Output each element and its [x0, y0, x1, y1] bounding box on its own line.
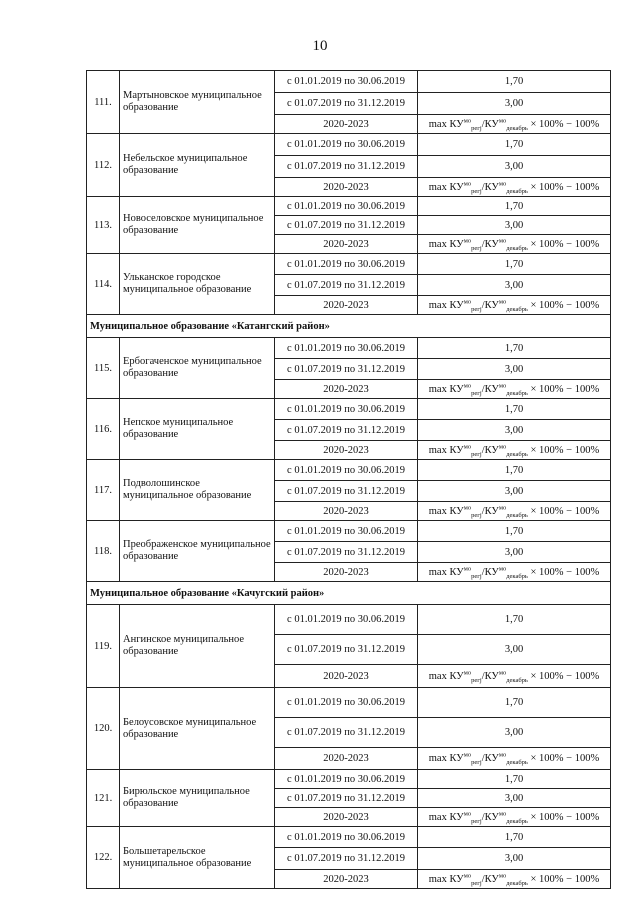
formula-max: max КУ: [428, 383, 464, 395]
formula-tail: × 100% − 100%: [527, 444, 600, 456]
municipality-name: Ульканское городское муниципальное образование: [120, 254, 275, 315]
row-number: 114.: [87, 254, 120, 315]
formula-sup-1: мо: [463, 237, 472, 244]
table-row: [87, 254, 611, 275]
coefficient-cell: 3,00: [418, 156, 611, 178]
municipality-name: Непское муниципальное образование: [120, 399, 275, 460]
row-number: 121.: [87, 770, 120, 827]
growth-formula: [429, 567, 599, 578]
growth-formula: [429, 812, 599, 823]
municipality-name: Новоселовское муниципальное образование: [120, 197, 275, 254]
period-cell: с 01.07.2019 по 31.12.2019: [275, 359, 418, 380]
formula-tail: × 100% − 100%: [527, 383, 600, 395]
period-cell: с 01.07.2019 по 31.12.2019: [275, 420, 418, 441]
row-number: 120.: [87, 688, 120, 770]
formula-sup-1: мо: [463, 810, 472, 817]
period-cell: с 01.07.2019 по 31.12.2019: [275, 93, 418, 115]
growth-formula: [429, 445, 599, 456]
coefficient-cell: 1,70: [418, 688, 611, 718]
period-cell: с 01.07.2019 по 31.12.2019: [275, 481, 418, 502]
formula-divisor: /КУ: [481, 118, 499, 130]
row-number: 119.: [87, 605, 120, 688]
growth-formula: [429, 671, 599, 682]
formula-tail: × 100% − 100%: [527, 181, 600, 193]
row-number: 122.: [87, 827, 120, 889]
period-cell: 2020-2023: [275, 665, 418, 688]
table-row: [87, 605, 611, 635]
coefficient-cell: [418, 748, 611, 770]
formula-sup-2: мо: [498, 810, 507, 817]
formula-divisor: /КУ: [481, 505, 499, 517]
period-cell: 2020-2023: [275, 808, 418, 827]
table-row: [87, 197, 611, 216]
coefficient-cell: 3,00: [418, 93, 611, 115]
formula-divisor: /КУ: [481, 811, 499, 823]
section-header-row: [87, 315, 611, 338]
formula-sub-2: декабрь: [506, 187, 528, 195]
formula-sup-1: мо: [463, 382, 472, 389]
coefficient-cell: 3,00: [418, 359, 611, 380]
municipality-name: Бирюльское муниципальное образование: [120, 770, 275, 827]
coefficient-cell: 1,70: [418, 460, 611, 481]
formula-sup-2: мо: [498, 298, 507, 305]
coefficient-cell: 1,70: [418, 134, 611, 156]
period-cell: с 01.07.2019 по 31.12.2019: [275, 216, 418, 235]
coefficient-cell: [418, 808, 611, 827]
coefficient-cell: 1,70: [418, 827, 611, 848]
coefficient-cell: 3,00: [418, 420, 611, 441]
coefficient-cell: 1,70: [418, 254, 611, 275]
coefficient-cell: 3,00: [418, 848, 611, 870]
formula-sub-1: регj: [471, 124, 482, 132]
period-cell: с 01.01.2019 по 30.06.2019: [275, 71, 418, 93]
municipality-name: Белоусовское муниципальное образование: [120, 688, 275, 770]
formula-sup-1: мо: [463, 298, 472, 305]
formula-divisor: /КУ: [481, 670, 499, 682]
formula-max: max КУ: [428, 566, 464, 578]
formula-divisor: /КУ: [481, 873, 499, 885]
coefficient-cell: [418, 563, 611, 582]
period-cell: 2020-2023: [275, 870, 418, 889]
formula-sup-2: мо: [498, 872, 507, 879]
coefficient-cell: 1,70: [418, 338, 611, 359]
section-title: Муниципальное образование «Качугский район»: [87, 582, 611, 605]
formula-sup-1: мо: [463, 669, 472, 676]
table-row: [87, 134, 611, 156]
formula-tail: × 100% − 100%: [527, 670, 600, 682]
period-cell: с 01.07.2019 по 31.12.2019: [275, 789, 418, 808]
section-header-row: [87, 582, 611, 605]
table-row: [87, 460, 611, 481]
formula-sub-1: регj: [471, 676, 482, 684]
formula-sub-2: декабрь: [506, 572, 528, 580]
formula-sub-2: декабрь: [506, 676, 528, 684]
row-number: 115.: [87, 338, 120, 399]
formula-sup-2: мо: [498, 443, 507, 450]
coefficient-cell: 1,70: [418, 521, 611, 542]
coefficient-cell: 3,00: [418, 718, 611, 748]
formula-max: max КУ: [428, 444, 464, 456]
period-cell: с 01.01.2019 по 30.06.2019: [275, 460, 418, 481]
coefficient-cell: 1,70: [418, 770, 611, 789]
row-number: 113.: [87, 197, 120, 254]
formula-sub-1: регj: [471, 244, 482, 252]
coefficient-cell: [418, 296, 611, 315]
formula-max: max КУ: [428, 505, 464, 517]
coefficient-cell: [418, 235, 611, 254]
formula-max: max КУ: [428, 299, 464, 311]
coefficient-cell: 3,00: [418, 789, 611, 808]
formula-sub-2: декабрь: [506, 450, 528, 458]
table-row: [87, 521, 611, 542]
formula-sup-1: мо: [463, 117, 472, 124]
growth-formula: [429, 384, 599, 395]
formula-sup-1: мо: [463, 565, 472, 572]
formula-sub-2: декабрь: [506, 244, 528, 252]
municipality-name: Ангинское муниципальное образование: [120, 605, 275, 688]
formula-tail: × 100% − 100%: [527, 566, 600, 578]
period-cell: 2020-2023: [275, 115, 418, 134]
formula-tail: × 100% − 100%: [527, 811, 600, 823]
formula-sub-2: декабрь: [506, 124, 528, 132]
period-cell: 2020-2023: [275, 296, 418, 315]
formula-tail: × 100% − 100%: [527, 118, 600, 130]
period-cell: 2020-2023: [275, 441, 418, 460]
period-cell: 2020-2023: [275, 235, 418, 254]
growth-formula: [429, 182, 599, 193]
coefficient-cell: [418, 870, 611, 889]
growth-formula: [429, 239, 599, 250]
formula-sup-2: мо: [498, 504, 507, 511]
municipality-name: Подволошинское муниципальное образование: [120, 460, 275, 521]
formula-max: max КУ: [428, 670, 464, 682]
formula-divisor: /КУ: [481, 238, 499, 250]
period-cell: с 01.01.2019 по 30.06.2019: [275, 338, 418, 359]
period-cell: с 01.07.2019 по 31.12.2019: [275, 275, 418, 296]
table-row: [87, 770, 611, 789]
period-cell: с 01.01.2019 по 30.06.2019: [275, 688, 418, 718]
formula-divisor: /КУ: [481, 566, 499, 578]
formula-tail: × 100% − 100%: [527, 873, 600, 885]
formula-sub-2: декабрь: [506, 879, 528, 887]
coefficient-cell: [418, 502, 611, 521]
formula-sub-1: регj: [471, 879, 482, 887]
coefficient-cell: 3,00: [418, 275, 611, 296]
coefficient-cell: 3,00: [418, 542, 611, 563]
formula-sub-2: декабрь: [506, 389, 528, 397]
formula-divisor: /КУ: [481, 383, 499, 395]
formula-sup-1: мо: [463, 504, 472, 511]
period-cell: с 01.01.2019 по 30.06.2019: [275, 521, 418, 542]
coefficient-cell: 1,70: [418, 197, 611, 216]
growth-formula: [429, 874, 599, 885]
formula-sup-1: мо: [463, 751, 472, 759]
period-cell: с 01.07.2019 по 31.12.2019: [275, 848, 418, 870]
formula-max: max КУ: [428, 181, 464, 193]
formula-sup-2: мо: [498, 565, 507, 572]
period-cell: с 01.01.2019 по 30.06.2019: [275, 197, 418, 216]
period-cell: с 01.01.2019 по 30.06.2019: [275, 605, 418, 635]
municipality-name: Большетарельское муниципальное образование: [120, 827, 275, 889]
formula-max: max КУ: [428, 238, 464, 250]
period-cell: 2020-2023: [275, 380, 418, 399]
coefficient-cell: 1,70: [418, 71, 611, 93]
formula-max: max КУ: [428, 811, 464, 823]
period-cell: с 01.01.2019 по 30.06.2019: [275, 827, 418, 848]
coefficient-cell: 1,70: [418, 605, 611, 635]
section-title: Муниципальное образование «Катангский район»: [87, 315, 611, 338]
municipality-name: Небельское муниципальное образование: [120, 134, 275, 197]
formula-sub-1: регj: [471, 305, 482, 313]
formula-sub-1: регj: [471, 572, 482, 580]
period-cell: с 01.01.2019 по 30.06.2019: [275, 770, 418, 789]
table-row: [87, 338, 611, 359]
formula-sub-1: регj: [471, 450, 482, 458]
formula-max: max КУ: [428, 873, 464, 885]
period-cell: 2020-2023: [275, 178, 418, 197]
formula-sup-2: мо: [498, 237, 507, 244]
municipality-name: Преображенское муниципальное образование: [120, 521, 275, 582]
formula-tail: × 100% − 100%: [527, 753, 600, 764]
coefficient-cell: 3,00: [418, 635, 611, 665]
growth-formula: [429, 119, 599, 130]
coefficient-cell: [418, 115, 611, 134]
table-row: [87, 399, 611, 420]
growth-formula: [429, 506, 599, 517]
coefficient-cell: 1,70: [418, 399, 611, 420]
period-cell: с 01.01.2019 по 30.06.2019: [275, 254, 418, 275]
coefficient-cell: [418, 441, 611, 460]
formula-sub-2: декабрь: [506, 817, 528, 825]
municipality-name: Мартыновское муниципальное образование: [120, 71, 275, 134]
period-cell: с 01.07.2019 по 31.12.2019: [275, 718, 418, 748]
growth-formula: [429, 300, 599, 311]
formula-divisor: /КУ: [481, 181, 499, 193]
coefficient-cell: [418, 178, 611, 197]
growth-formula: [428, 751, 600, 767]
formula-sup-1: мо: [463, 443, 472, 450]
formula-tail: × 100% − 100%: [527, 238, 600, 250]
table-row: [87, 827, 611, 848]
period-cell: с 01.07.2019 по 31.12.2019: [275, 635, 418, 665]
row-number: 111.: [87, 71, 120, 134]
formula-sub-2: декабрь: [506, 511, 528, 519]
coefficient-cell: [418, 665, 611, 688]
formula-tail: × 100% − 100%: [527, 505, 600, 517]
formula-sub-1: регj: [471, 817, 482, 825]
row-number: 117.: [87, 460, 120, 521]
row-number: 118.: [87, 521, 120, 582]
row-number: 112.: [87, 134, 120, 197]
formula-divisor: /КУ: [481, 444, 499, 456]
coefficient-cell: 3,00: [418, 481, 611, 502]
period-cell: с 01.01.2019 по 30.06.2019: [275, 399, 418, 420]
formula-sup-2: мо: [498, 382, 507, 389]
page-number: 10: [312, 38, 328, 54]
period-cell: с 01.07.2019 по 31.12.2019: [275, 542, 418, 563]
coefficient-cell: [418, 380, 611, 399]
formula-divisor: /КУ: [481, 753, 499, 764]
formula-sub-1: регj: [471, 187, 482, 195]
formula-sub-2: декабрь: [506, 759, 528, 767]
formula-max: max КУ: [428, 753, 464, 764]
formula-tail: × 100% − 100%: [527, 299, 600, 311]
formula-sup-2: мо: [498, 751, 507, 759]
period-cell: 2020-2023: [275, 502, 418, 521]
period-cell: с 01.07.2019 по 31.12.2019: [275, 156, 418, 178]
tariff-table: [86, 70, 611, 889]
formula-sup-2: мо: [498, 669, 507, 676]
formula-divisor: /КУ: [481, 299, 499, 311]
period-cell: 2020-2023: [275, 563, 418, 582]
formula-sup-1: мо: [463, 872, 472, 879]
formula-sub-1: регj: [471, 511, 482, 519]
formula-sub-1: регj: [471, 759, 482, 767]
formula-sup-1: мо: [463, 180, 472, 187]
period-cell: 2020-2023: [275, 748, 418, 770]
period-cell: с 01.01.2019 по 30.06.2019: [275, 134, 418, 156]
formula-sub-1: регj: [471, 389, 482, 397]
municipality-name: Ербогаченское муниципальное образование: [120, 338, 275, 399]
row-number: 116.: [87, 399, 120, 460]
table-row: [87, 688, 611, 718]
formula-max: max КУ: [428, 118, 464, 130]
formula-sup-2: мо: [498, 180, 507, 187]
formula-sup-2: мо: [498, 117, 507, 124]
coefficient-cell: 3,00: [418, 216, 611, 235]
table-row: [87, 71, 611, 93]
formula-sub-2: декабрь: [506, 305, 528, 313]
